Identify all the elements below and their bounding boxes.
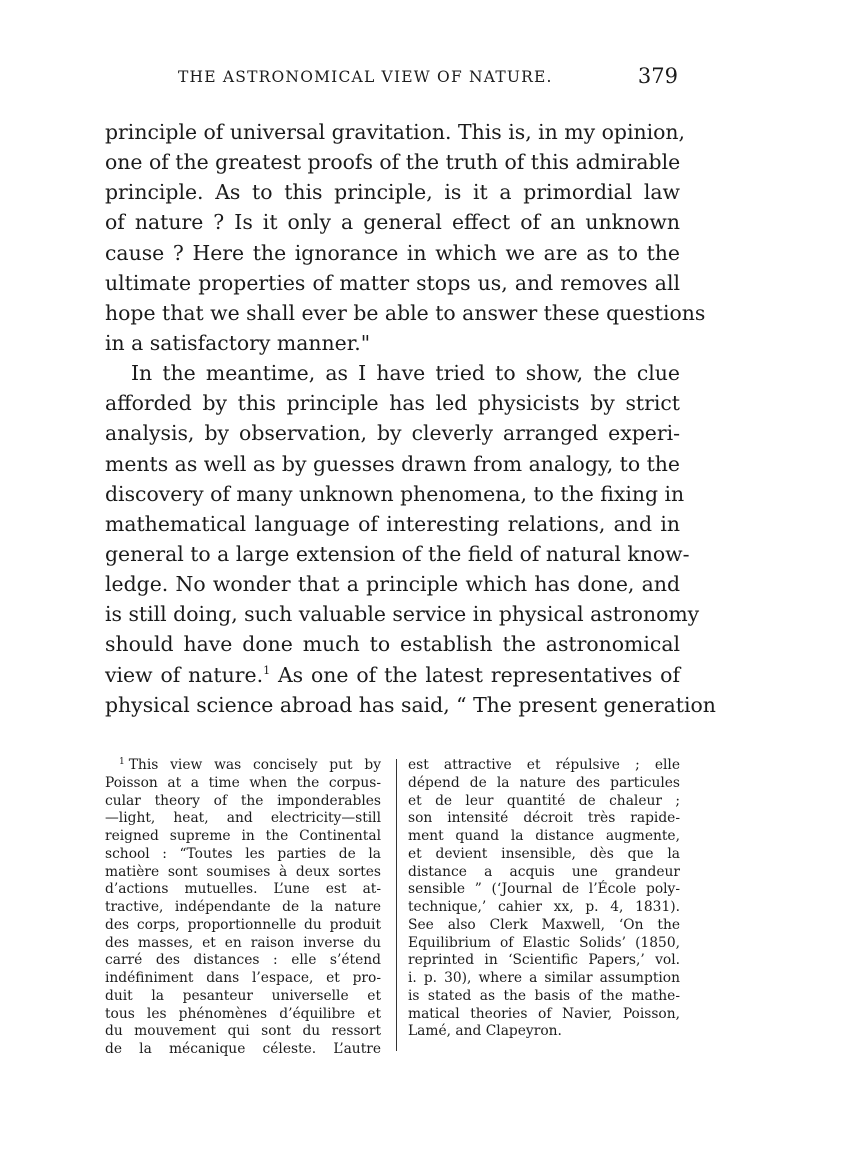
footnote-column-right: [408, 757, 680, 1041]
text-line: In the meantime, as I have tried to show, the clue: [131, 361, 680, 386]
footnote-line: est attractive et répulsive ; elle: [408, 757, 680, 773]
text-line: principle of universal gravitation. This is, in my opinion,: [105, 120, 686, 144]
footnote-line: [105, 757, 381, 775]
footnote-line: Lamé, and Clapeyron.: [408, 1023, 562, 1040]
footnote-line: sensible ” (‘Journal de l’École poly-: [408, 881, 680, 898]
text-line: should have done much to establish the astronomical: [105, 632, 680, 657]
footnote-block: [105, 757, 680, 1057]
footnote-line: indéfiniment dans l’espace, et pro-: [105, 970, 381, 986]
page-number: 379: [637, 64, 678, 88]
text-segment: As one of the latest representatives of: [277, 662, 681, 687]
footnote-line: technique,’ cahier xx, p. 4, 1831).: [408, 899, 680, 915]
footnote-reference: 1: [263, 663, 271, 677]
footnote-line: des corps, proportionnelle du produit: [105, 916, 381, 933]
footnote-line: et devient insensible, dès que la: [408, 845, 680, 862]
text-line: general to a large extension of the field of natural know-: [105, 541, 690, 566]
footnote-line: Poisson at a time when the corpus-: [105, 774, 381, 791]
text-line: physical science abroad has said, “ The present generation: [105, 692, 716, 717]
footnote-line: dépend de la nature des particules: [408, 774, 680, 791]
footnote-line: i. p. 30), where a similar assumption: [408, 970, 680, 986]
text-line: ledge. No wonder that a principle which has done, and: [105, 572, 680, 597]
footnote-marker: 1: [119, 757, 125, 767]
footnote-line: duit la pesanteur universelle et: [105, 987, 381, 1004]
footnote-line: Equilibrium of Elastic Solids’ (1850,: [408, 934, 680, 951]
text-line: discovery of many unknown phenomena, to the fixing in: [105, 481, 685, 506]
footnote-line: is stated as the basis of the mathe-: [408, 987, 680, 1004]
text-line: analysis, by observation, by cleverly arranged experi-: [105, 421, 680, 446]
footnote-text: This view was concisely put by: [128, 757, 381, 773]
footnote-line: See also Clerk Maxwell, ‘On the: [408, 916, 680, 933]
footnote-line: distance a acquis une grandeur: [408, 863, 680, 880]
footnote-line: school : “Toutes les parties de la: [105, 845, 381, 862]
footnote-line: et de leur quantité de chaleur ;: [408, 792, 680, 809]
text-line: of nature ? Is it only a general effect of an unknown: [105, 210, 680, 235]
column-divider: [396, 759, 397, 1051]
footnote-line: cular theory of the imponderables: [105, 792, 381, 809]
footnote-line: matière sont soumises à deux sortes: [105, 863, 381, 880]
footnote-line: d’actions mutuelles. L’une est at-: [105, 881, 381, 898]
text-line: ultimate properties of matter stops us, and removes all: [105, 270, 680, 295]
text-line: [105, 660, 680, 690]
footnote-column-left: [105, 757, 381, 1059]
page-header: [178, 64, 678, 92]
text-line: cause ? Here the ignorance in which we are as to the: [105, 240, 680, 265]
text-line: principle. As to this principle, is it a primordial law: [105, 180, 680, 205]
text-line: mathematical language of interesting relations, and in: [105, 511, 680, 536]
footnote-line: —light, heat, and electricity—still: [105, 810, 381, 827]
main-text: [105, 117, 716, 720]
text-line: is still doing, such valuable service in physical astronomy: [105, 602, 700, 627]
footnote-line: carré des distances : elle s’étend: [105, 952, 381, 969]
text-line: in a satisfactory manner.": [105, 330, 371, 355]
footnote-line: des masses, et en raison inverse du: [105, 934, 381, 951]
footnote-line: son intensité décroit très rapide-: [408, 810, 680, 827]
text-line: afforded by this principle has led physicists by strict: [105, 391, 680, 416]
text-line: ments as well as by guesses drawn from analogy, to the: [105, 451, 680, 476]
running-title: THE ASTRONOMICAL VIEW OF NATURE.: [178, 68, 553, 86]
footnote-line: matical theories of Navier, Poisson,: [408, 1005, 680, 1022]
text-line: hope that we shall ever be able to answer these questions: [105, 300, 706, 325]
footnote-line: ment quand la distance augmente,: [408, 828, 680, 844]
footnote-line: tous les phénomènes d’équilibre et: [105, 1005, 381, 1022]
footnote-line: reprinted in ‘Scientific Papers,’ vol.: [408, 952, 680, 969]
text-segment: view of nature.: [105, 662, 264, 687]
footnote-line: tractive, indépendante de la nature: [105, 899, 381, 915]
footnote-line: du mouvement qui sont du ressort: [105, 1023, 381, 1040]
footnote-line: reigned supreme in the Continental: [105, 828, 381, 844]
footnote-line: de la mécanique céleste. L’autre: [105, 1041, 381, 1057]
text-line: one of the greatest proofs of the truth of this admirable: [105, 150, 681, 175]
